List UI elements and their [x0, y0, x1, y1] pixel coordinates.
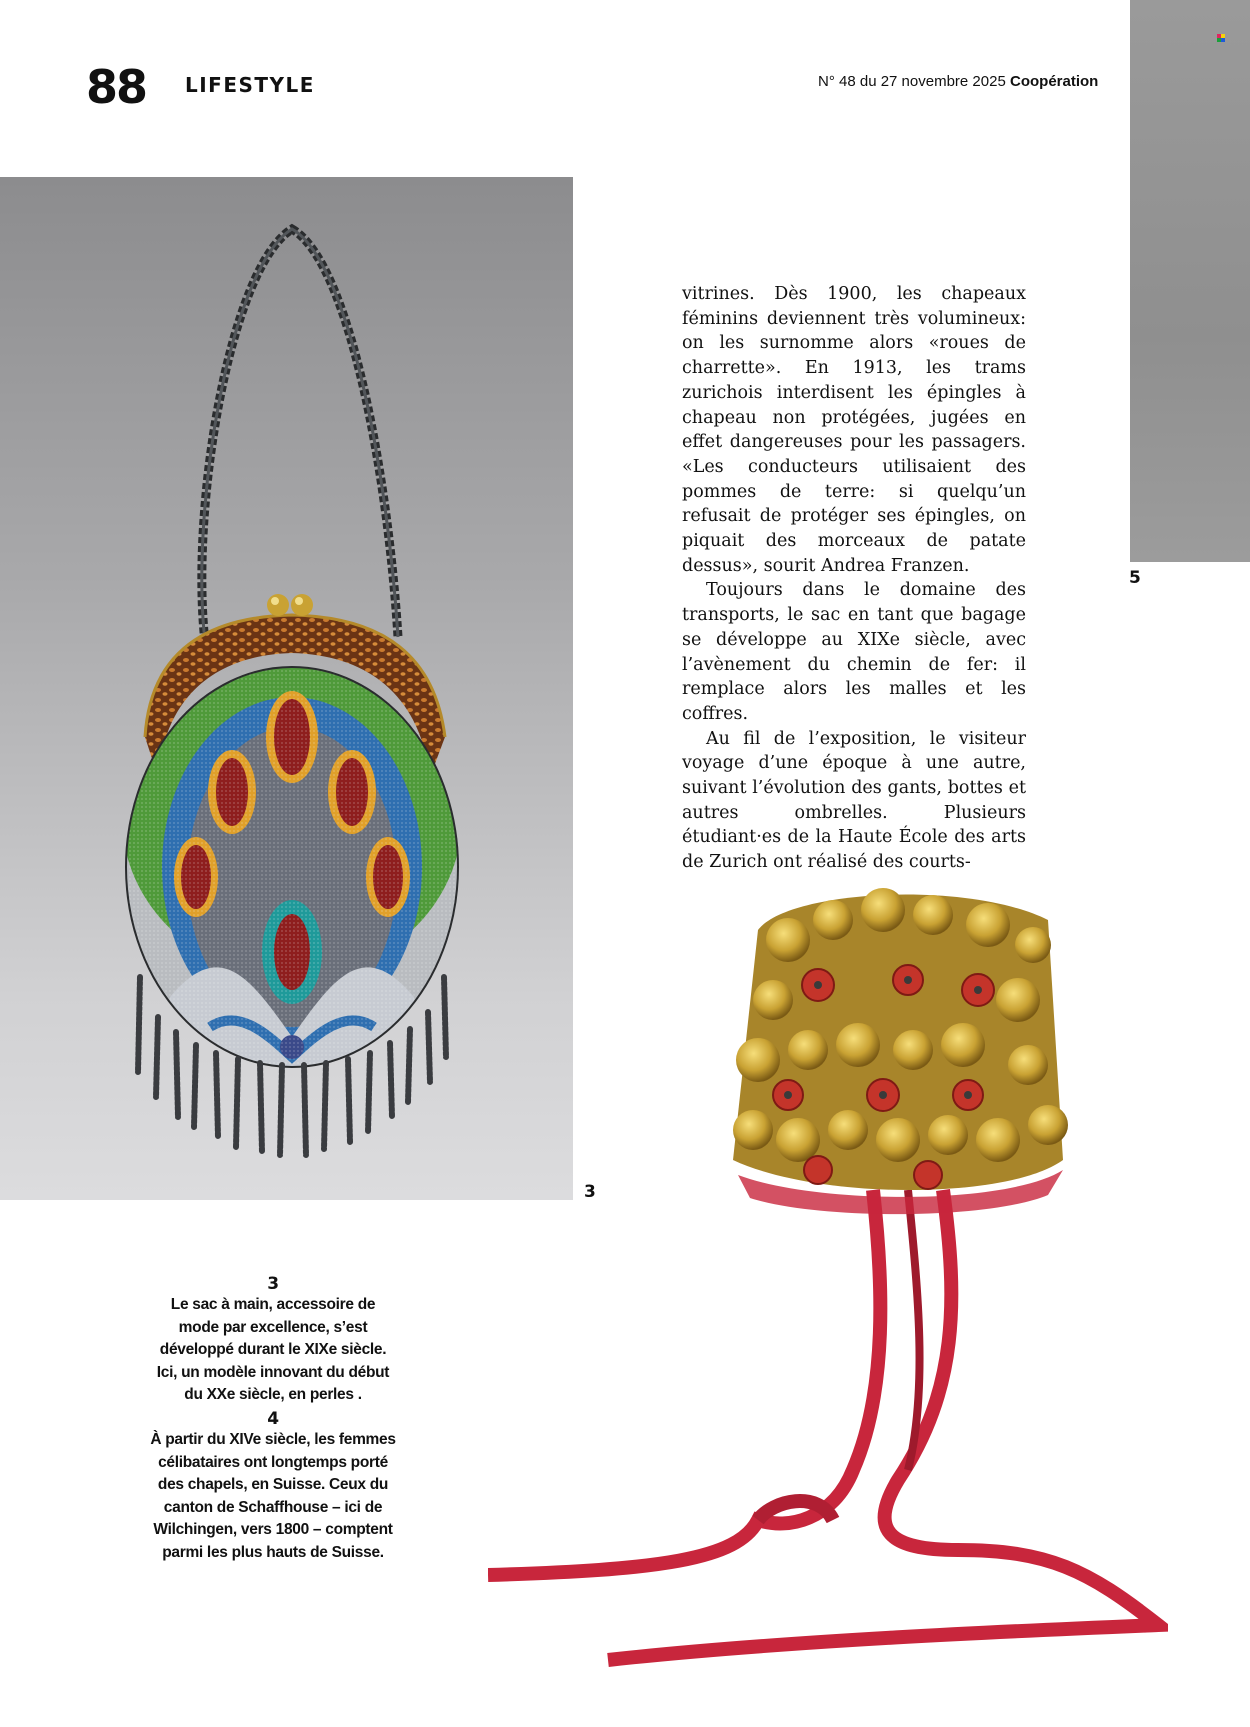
- issue-info: N° 48 du 27 novembre 2025: [818, 73, 1006, 90]
- article-paragraph: Au fil de l’exposition, le visiteur voyage d’une époque à une autre, suivant l’évolution des gants, bottes et autres ombrelles. Plusieurs étudiant·es de la Haute École des arts de Zurich ont réalisé des courts-: [682, 728, 1026, 873]
- article-body: [682, 282, 1026, 875]
- caption-4-text: À partir du XIVe siècle, les femmes célibataires ont longtemps porté des chapels, en Suisse. Ceux du canton de Schaffhouse – ici de Wilchingen, vers 1800 – comptent parmi les plus hauts de Suisse.: [150, 1430, 396, 1561]
- caption-4-number: 4: [267, 1408, 279, 1429]
- caption-3-number: 3: [267, 1274, 279, 1294]
- caption-3-text: Le sac à main, accessoire de mode par excellence, s’est développé durant le XIXe siècle. Ici, un modèle innovant du début du XXe siècle, en perles .: [156, 1296, 390, 1404]
- figure-captions: [150, 1272, 396, 1565]
- figure-5-photo: [1130, 0, 1250, 562]
- figure-3-number: 3: [584, 1182, 596, 1202]
- article-paragraph: Toujours dans le domaine des transports, le sac en tant que bagage se développe au XIXe siècle, avec l’avènement du chemin de fer: il remplace alors les malles et les coffres.: [682, 580, 1026, 724]
- article-paragraph: vitrines. Dès 1900, les chapeaux féminins deviennent très volumineux: on les surnomme alors «roues de charrette». En 1913, les trams zurichois interdisent les épingles à chapeau non protégées, jugées en effet dangereuses pour les passagers. «Les conducteurs utilisaient des pommes de terre: si quelqu’un refusait de protéger ses épingles, on piquait des morceaux de patate dessus», sourit Andrea Franzen.: [682, 284, 1026, 576]
- section-title: LIFESTYLE: [185, 73, 315, 97]
- publication-name: Coopération: [1010, 73, 1099, 90]
- page-number: 88: [86, 60, 147, 114]
- figure-5-number: 5: [1129, 568, 1141, 588]
- print-color-marks: [1217, 34, 1225, 42]
- figure-4-photo: [488, 830, 1168, 1700]
